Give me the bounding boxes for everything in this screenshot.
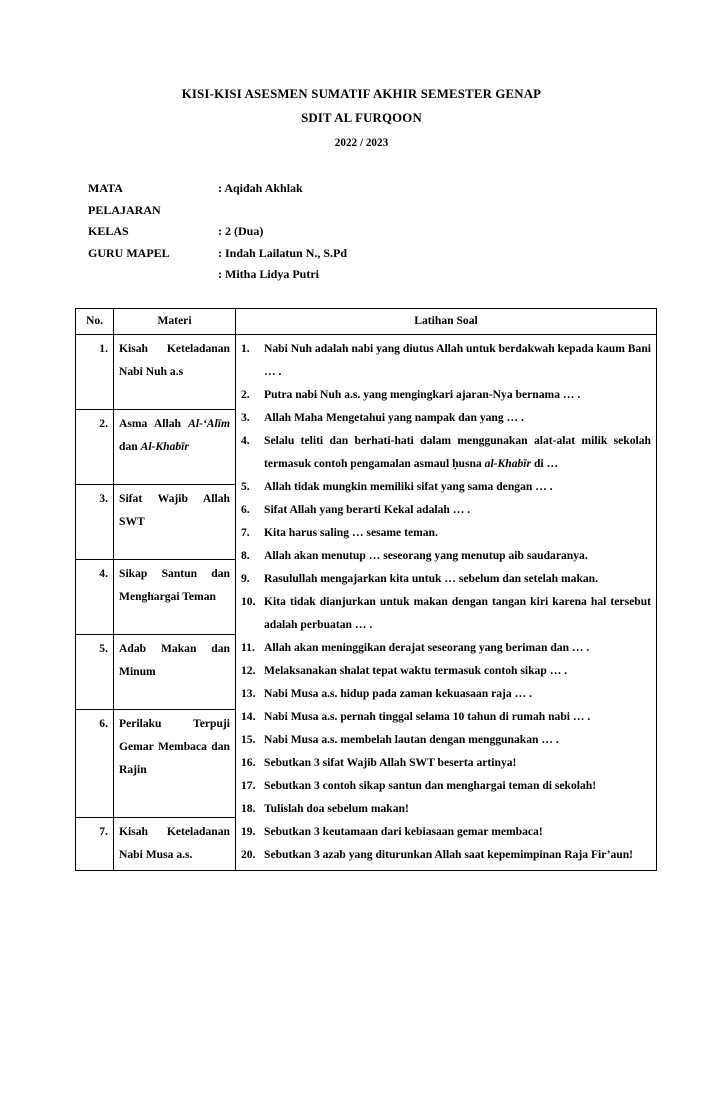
- meta-row-teacher-second: [88, 264, 723, 286]
- question-item: [241, 820, 651, 843]
- meta-value-kelas: : 2 (Dua): [218, 224, 264, 238]
- materi-row-number: 1.: [76, 334, 114, 409]
- question-item: [241, 774, 651, 797]
- materi-row-number: 6.: [76, 709, 114, 817]
- kisi-kisi-table-wrap: [75, 308, 656, 871]
- table-header-row: [76, 308, 657, 334]
- question-item: [241, 590, 651, 636]
- question-number: 17.: [241, 778, 256, 792]
- question-item: [241, 337, 651, 383]
- question-item: [241, 659, 651, 682]
- materi-row-text: Kisah Keteladanan Nabi Nuh a.s: [114, 334, 236, 409]
- question-text: Sebutkan 3 keutamaan dari kebiasaan gemar membaca!: [264, 824, 543, 838]
- question-item: [241, 567, 651, 590]
- materi-row-text: Kisah Keteladanan Nabi Musa a.s.: [114, 817, 236, 870]
- question-number: 12.: [241, 663, 256, 677]
- table-body: [76, 334, 657, 870]
- question-text: Allah tidak mungkin memiliki sifat yang sama dengan … .: [264, 479, 553, 493]
- question-item: [241, 429, 651, 475]
- question-text: Nabi Musa a.s. membelah lautan dengan menggunakan … .: [264, 732, 559, 746]
- question-number: 1.: [241, 341, 250, 355]
- question-text: Rasulullah mengajarkan kita untuk … sebelum dan setelah makan.: [264, 571, 599, 585]
- materi-row-text: Sifat Wajib Allah SWT: [114, 484, 236, 559]
- meta-value-guru-mapel: : Indah Lailatun N., S.Pd: [218, 245, 348, 260]
- question-text: Tulislah doa sebelum makan!: [264, 801, 409, 815]
- question-text: Allah akan menutup … seseorang yang menutup aib saudaranya.: [264, 548, 588, 562]
- question-item: [241, 705, 651, 728]
- kisi-kisi-table: [75, 308, 657, 871]
- title-line-school: SDIT AL FURQOON: [301, 111, 422, 125]
- question-item: [241, 797, 651, 820]
- materi-row-number: 3.: [76, 484, 114, 559]
- question-item: [241, 682, 651, 705]
- question-item: [241, 521, 651, 544]
- materi-row-number: 7.: [76, 817, 114, 870]
- meta-label-blank: [88, 264, 218, 286]
- latihan-soal-cell: [236, 334, 657, 870]
- question-number: 8.: [241, 548, 250, 562]
- question-item: [241, 843, 651, 866]
- materi-row-text: Asma Allah Al-‘Alīm dan Al-Khabīr: [114, 409, 236, 484]
- column-header-materi: Materi: [114, 308, 236, 334]
- question-item: [241, 383, 651, 406]
- materi-row-text: Adab Makan dan Minum: [114, 634, 236, 709]
- question-text: Allah akan meninggikan derajat seseorang yang beriman dan … .: [264, 640, 590, 654]
- materi-row-text: Perilaku Terpuji Gemar Membaca dan Rajin: [114, 709, 236, 817]
- question-number: 9.: [241, 571, 250, 585]
- title-line-primary: KISI-KISI ASESMEN SUMATIF AKHIR SEMESTER GENAP: [181, 87, 542, 101]
- question-number: 3.: [241, 410, 250, 424]
- title-line-academic-year: 2022 / 2023: [334, 137, 389, 149]
- question-item: [241, 406, 651, 429]
- materi-row-number: 4.: [76, 559, 114, 634]
- meta-value-guru-mapel-second: : Mitha Lidya Putri: [218, 267, 319, 281]
- question-number: 19.: [241, 824, 256, 838]
- question-number: 16.: [241, 755, 256, 769]
- question-text: Nabi Musa a.s. pernah tinggal selama 10 tahun di rumah nabi … .: [264, 709, 591, 723]
- question-item: [241, 498, 651, 521]
- meta-row-subject-cont: [88, 200, 723, 222]
- meta-row-teacher: [88, 243, 723, 265]
- question-text: Sebutkan 3 azab yang diturunkan Allah saat kepemimpinan Raja Fir’aun!: [264, 847, 634, 861]
- column-header-no: No.: [76, 308, 114, 334]
- question-text: Nabi Nuh adalah nabi yang diutus Allah untuk berdakwah kepada kaum Bani … .: [264, 341, 651, 378]
- question-number: 5.: [241, 479, 250, 493]
- question-number: 6.: [241, 502, 250, 516]
- meta-value-mata: : Aqidah Akhlak: [218, 181, 303, 195]
- question-item: [241, 728, 651, 751]
- document-meta-block: [88, 178, 723, 286]
- materi-row-number: 2.: [76, 409, 114, 484]
- question-text: Selalu teliti dan berhati-hati dalam menggunakan alat-alat milik sekolah termasuk contoh pengamalan asmaul ḥusna al-Khabīr di …: [264, 433, 651, 470]
- question-text: Kita harus saling … sesame teman.: [264, 525, 438, 539]
- question-text: Nabi Musa a.s. hidup pada zaman kekuasaan raja … .: [264, 686, 533, 700]
- question-item: [241, 751, 651, 774]
- meta-label-kelas: KELAS: [88, 224, 129, 238]
- question-number: 20.: [241, 847, 256, 861]
- question-number: 15.: [241, 732, 256, 746]
- materi-row-number: 5.: [76, 634, 114, 709]
- question-number: 4.: [241, 433, 250, 447]
- question-number: 18.: [241, 801, 256, 815]
- question-text: Kita tidak dianjurkan untuk makan dengan tangan kiri karena hal tersebut adalah perbuatan … .: [264, 594, 651, 631]
- question-list: [241, 337, 651, 866]
- question-text: Putra nabi Nuh a.s. yang mengingkari ajaran-Nya bernama … .: [264, 387, 581, 401]
- meta-row-class: [88, 221, 723, 243]
- meta-label-guru-mapel: GURU MAPEL: [88, 245, 170, 260]
- question-number: 10.: [241, 594, 256, 608]
- question-item: [241, 475, 651, 498]
- question-number: 14.: [241, 709, 256, 723]
- question-text: Sebutkan 3 sifat Wajib Allah SWT beserta artinya!: [264, 755, 517, 769]
- document-title-block: [0, 0, 723, 152]
- question-text: Allah Maha Mengetahui yang nampak dan yang … .: [264, 410, 524, 424]
- question-item: [241, 636, 651, 659]
- question-item: [241, 544, 651, 567]
- meta-row-subject: [88, 178, 723, 200]
- meta-label-mata: MATA: [88, 181, 123, 195]
- question-text: Sebutkan 3 contoh sikap santun dan menghargai teman di sekolah!: [264, 778, 597, 792]
- table-row: [76, 334, 657, 409]
- question-number: 2.: [241, 387, 250, 401]
- materi-row-text: Sikap Santun dan Menghargai Teman: [114, 559, 236, 634]
- question-text: Sifat Allah yang berarti Kekal adalah … .: [264, 502, 471, 516]
- question-number: 7.: [241, 525, 250, 539]
- question-number: 13.: [241, 686, 256, 700]
- column-header-latihan-soal: Latihan Soal: [236, 308, 657, 334]
- question-text: Melaksanakan shalat tepat waktu termasuk contoh sikap … .: [264, 663, 568, 677]
- question-number: 11.: [241, 640, 255, 654]
- meta-label-pelajaran: PELAJARAN: [88, 202, 161, 217]
